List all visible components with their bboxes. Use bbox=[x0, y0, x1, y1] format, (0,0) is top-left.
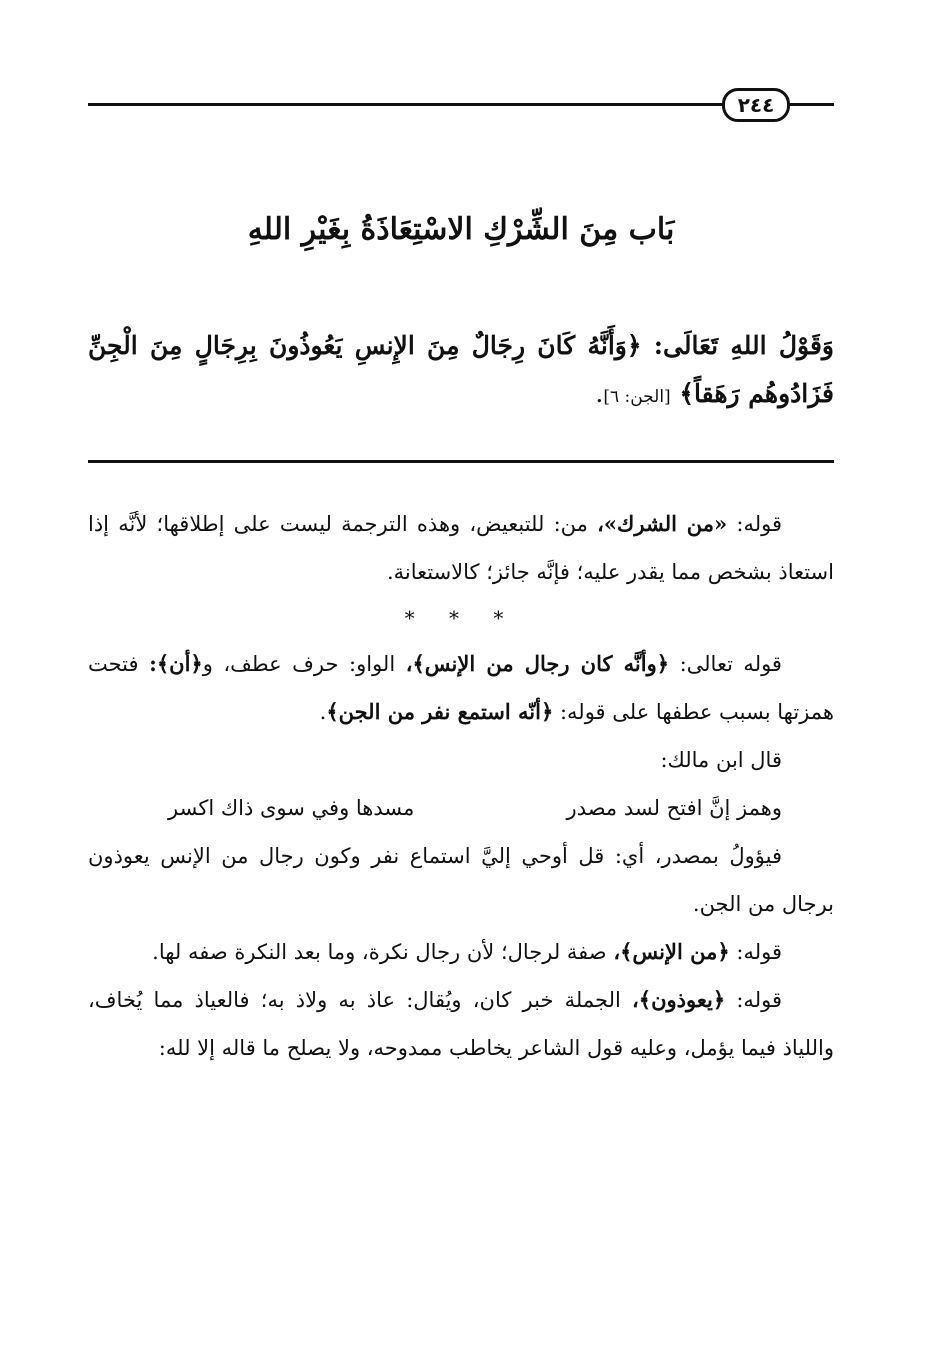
verse-reference: [الجن: ٦] bbox=[603, 387, 671, 407]
poem-left-hemistich: مسدها وفي سوى ذاك اكسر bbox=[168, 796, 415, 820]
page-number-badge: ٢٤٤ bbox=[722, 88, 790, 122]
p1-quote: «من الشرك»، bbox=[597, 511, 728, 536]
paragraph-2 bbox=[88, 640, 834, 736]
p2-end: . bbox=[319, 700, 327, 724]
p6-quote: ﴿يعوذون﴾، bbox=[632, 987, 726, 1012]
p1-rest: من: للتبعيض، وهذه الترجمة ليست على إطلاقها؛ لأنَّه إذا استعاذ بشخص مما يقدر عليه؛ فإنَّه جائز؛ كالاستعانة. bbox=[88, 512, 834, 584]
p1-lead: قوله: bbox=[736, 512, 782, 536]
poem-right-hemistich: وهمز إنَّ افتح لسد مصدر bbox=[566, 796, 782, 820]
p2-quote3: ﴿أنّه استمع نفر من الجن﴾ bbox=[326, 699, 554, 724]
p5-quote: ﴿من الإنس﴾، bbox=[613, 939, 730, 964]
p2-quote2: ﴿أن﴾: bbox=[149, 651, 203, 676]
chapter-title: بَاب مِنَ الشِّرْكِ الاسْتِعَاذَةُ بِغَيْرِ اللهِ bbox=[247, 212, 675, 247]
p2-lead: قوله تعالى: bbox=[679, 652, 782, 676]
paragraph-3: قال ابن مالك: bbox=[660, 748, 782, 772]
p2-rest1: الواو: حرف عطف، و bbox=[202, 652, 396, 676]
p6-rest: الجملة خبر كان، ويُقال: عاذ به ولاذ به؛ فالعياذ مما يُخاف، واللياذ فيما يؤمل، وعليه قول الشاعر يخاطب ممدوحه، ولا يصلح ما قاله إلا لله: bbox=[88, 988, 834, 1060]
verse-intro: وَقَوْلُ اللهِ تَعَالَى: bbox=[653, 331, 834, 360]
p5-lead: قوله: bbox=[736, 940, 782, 964]
verse-end: . bbox=[595, 379, 604, 408]
verse-text: ﴿وَأَنَّهُ كَانَ رِجَالٌ مِنَ الإِنسِ يَعُوذُونَ بِرِجَالٍ مِنَ الْجِنِّ فَزَادُوهُم رَهَقاً﴾ bbox=[88, 331, 834, 408]
paragraph-1 bbox=[88, 500, 834, 596]
star-separator: * * * bbox=[404, 606, 518, 630]
paragraph-4: فيؤولُ بمصدر، أي: قل أوحي إليَّ استماع نفر وكون رجال من الإنس يعوذون برجال من الجن. bbox=[88, 844, 834, 916]
p2-rest2: فتحت همزتها بسبب عطفها على قوله: bbox=[88, 652, 834, 724]
paragraph-6 bbox=[88, 976, 834, 1072]
poem-verse bbox=[88, 784, 834, 832]
verse-block bbox=[88, 322, 834, 421]
p5-rest: صفة لرجال؛ لأن رجال نكرة، وما بعد النكرة صفه لها. bbox=[152, 940, 607, 964]
page-header bbox=[88, 86, 834, 122]
section-divider bbox=[88, 460, 834, 463]
commentary bbox=[88, 500, 834, 1072]
p2-quote: ﴿وأنَّه كان رجال من الإنس﴾، bbox=[405, 651, 670, 676]
p6-lead: قوله: bbox=[736, 988, 782, 1012]
paragraph-5 bbox=[88, 928, 834, 976]
